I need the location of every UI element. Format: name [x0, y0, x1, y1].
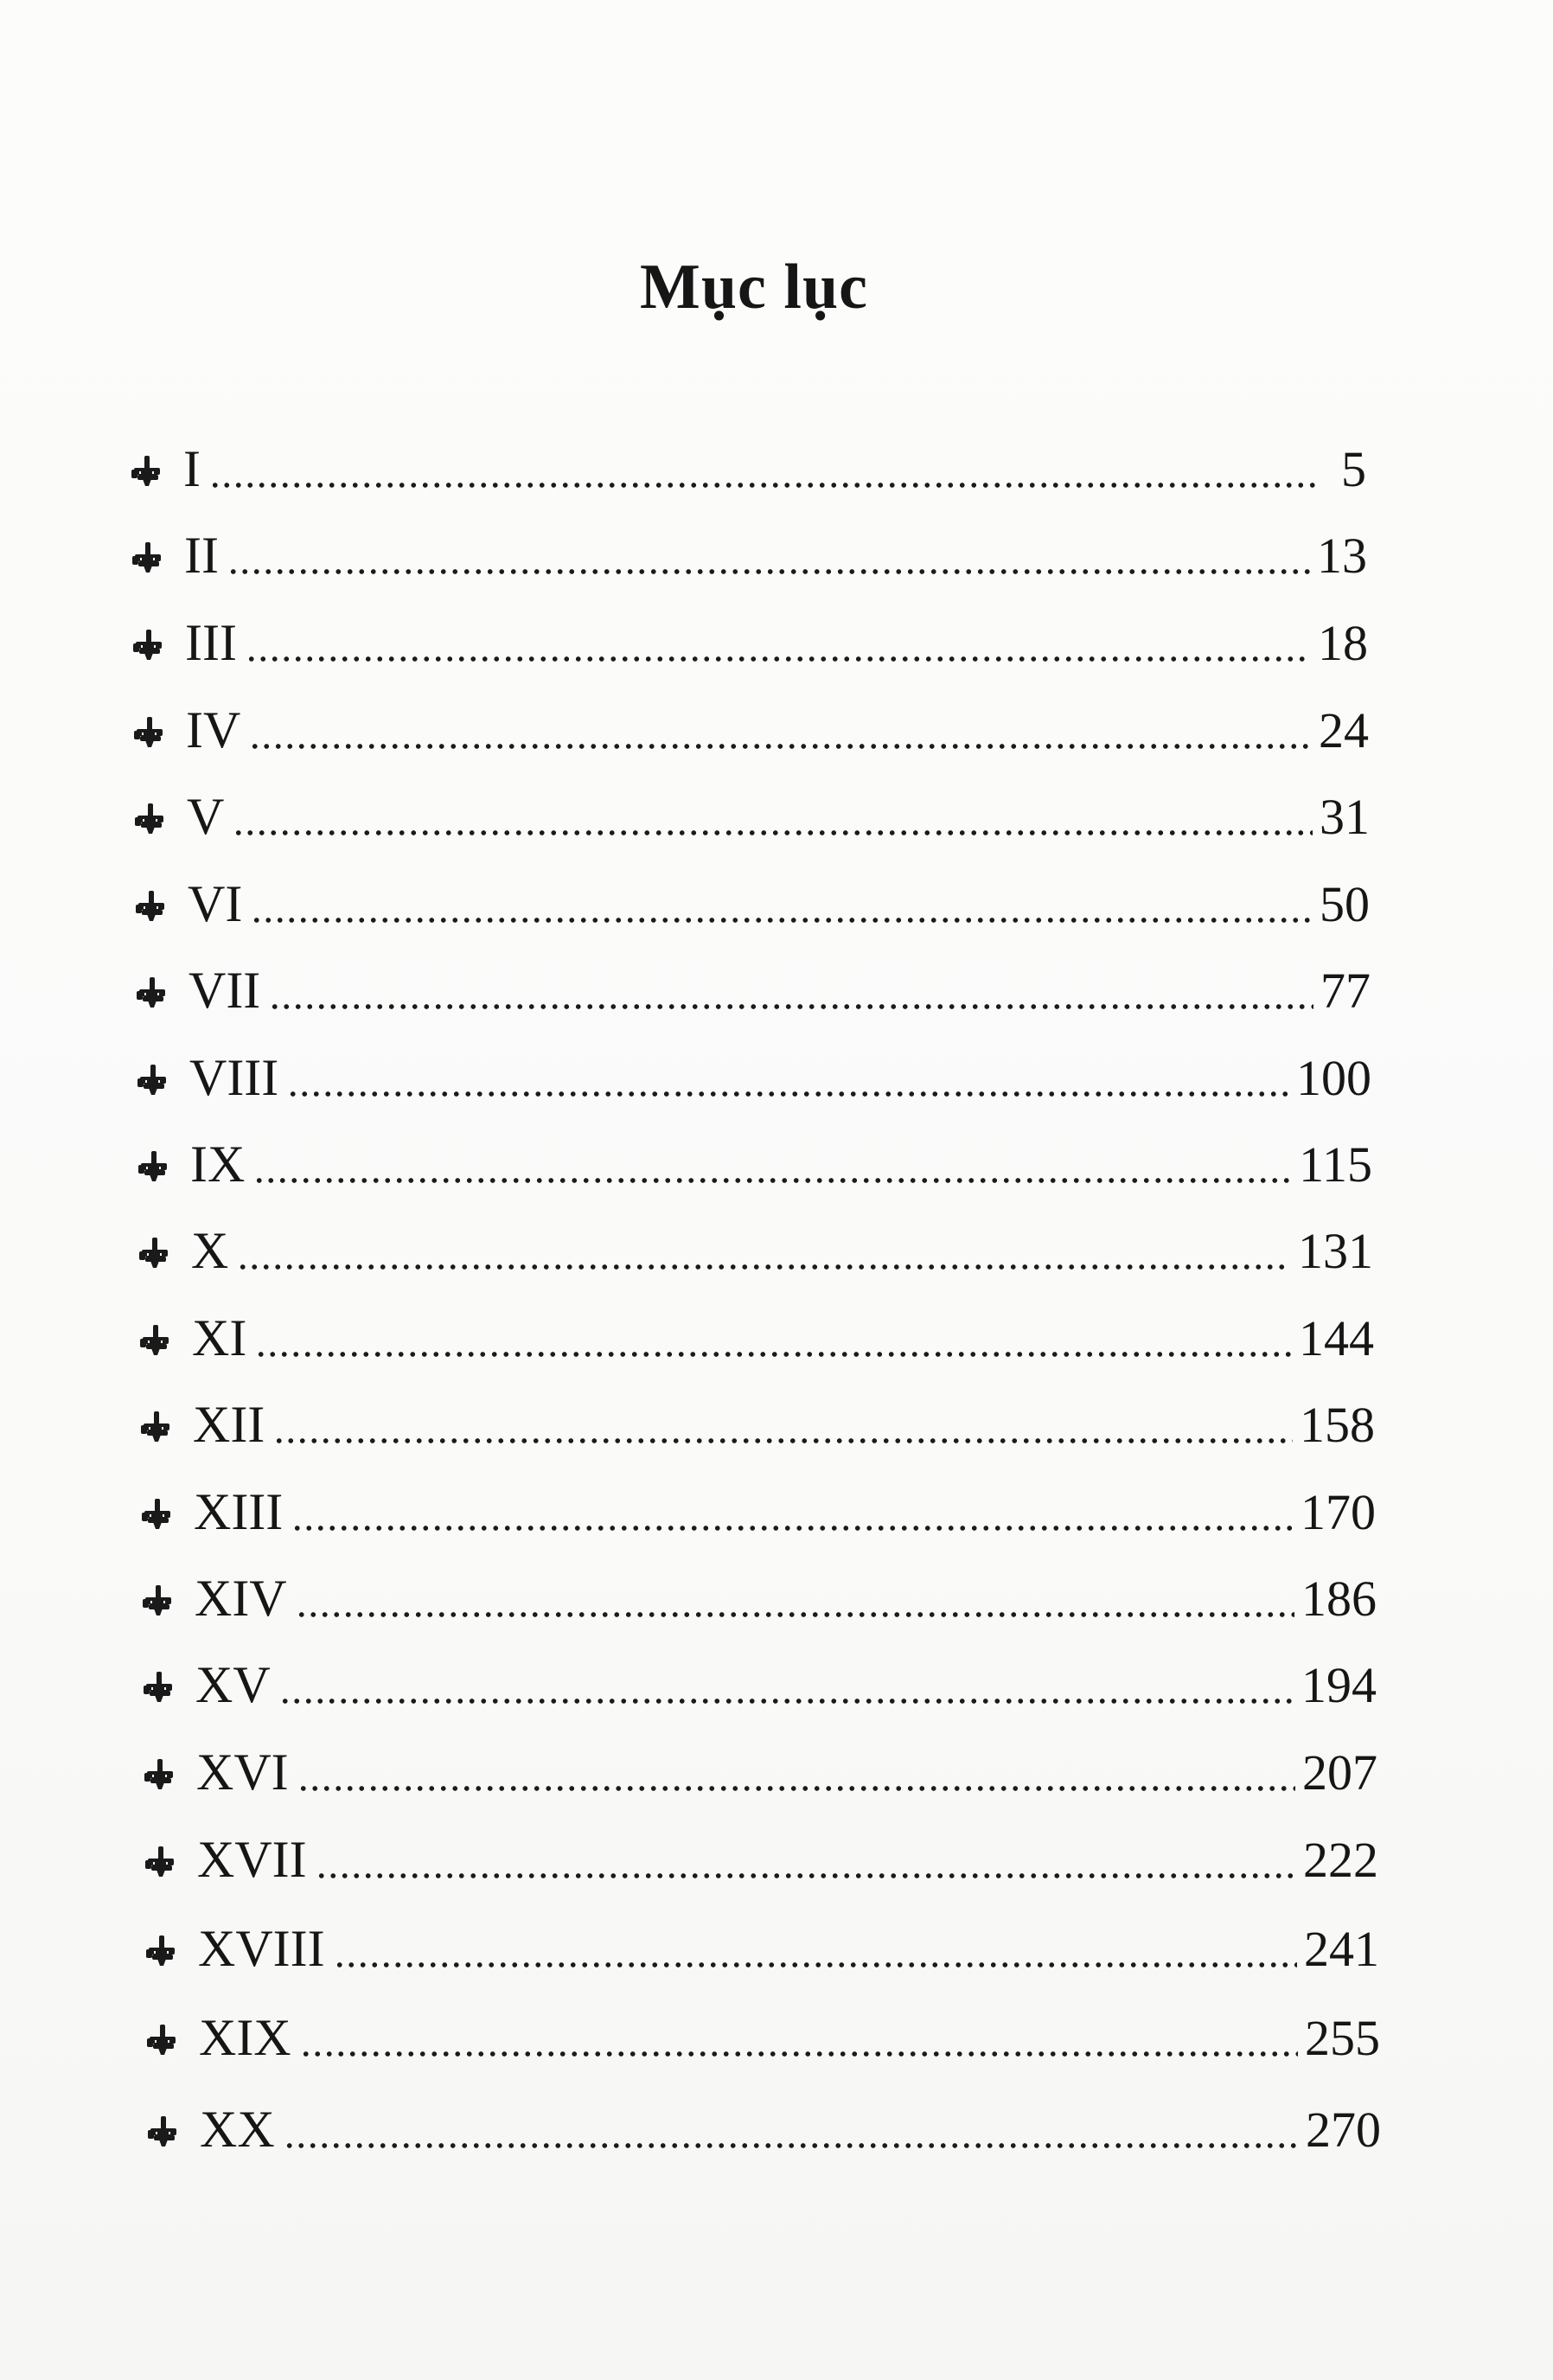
toc-entry-7[interactable] — [133, 954, 1371, 1023]
dot-leader — [296, 1610, 1294, 1619]
toc-entry-page: 186 — [1301, 1571, 1377, 1627]
pointing-hand-icon — [129, 540, 165, 576]
pointing-hand-icon — [137, 1322, 173, 1359]
dot-leader — [255, 1350, 1292, 1359]
toc-entry-label: XX — [200, 2101, 275, 2158]
pointing-hand-icon — [141, 1756, 177, 1793]
toc-entry-page: 158 — [1300, 1397, 1375, 1453]
dot-leader — [227, 567, 1310, 576]
dot-leader — [279, 1697, 1294, 1705]
toc-entry-label: XI — [192, 1309, 247, 1366]
pointing-hand-icon — [130, 627, 166, 663]
dot-leader — [249, 742, 1312, 751]
toc-entry-page: 5 — [1341, 441, 1366, 497]
dot-leader — [334, 1961, 1297, 1969]
dot-leader — [237, 1263, 1291, 1271]
toc-entry-5[interactable] — [131, 780, 1370, 849]
dot-leader — [269, 1002, 1313, 1011]
toc-entry-label: XIII — [194, 1483, 284, 1540]
dot-leader — [251, 916, 1313, 924]
toc-entry-label: VIII — [189, 1049, 279, 1106]
toc-entry-19[interactable] — [144, 2001, 1380, 2070]
pointing-hand-icon — [139, 1583, 176, 1619]
toc-entry-3[interactable] — [130, 606, 1368, 675]
toc-entry-page: 100 — [1296, 1050, 1371, 1106]
dot-leader — [291, 1524, 1294, 1532]
toc-entry-page: 194 — [1301, 1657, 1377, 1713]
pointing-hand-icon — [140, 1669, 176, 1705]
pointing-hand-icon — [132, 888, 169, 924]
toc-entry-page: 115 — [1299, 1136, 1372, 1193]
dot-leader — [273, 1436, 1293, 1445]
toc-entry-label: XII — [193, 1396, 265, 1453]
pointing-hand-icon — [134, 1062, 170, 1098]
toc-entry-page: 170 — [1301, 1484, 1376, 1540]
toc-entry-20[interactable] — [144, 2093, 1381, 2162]
page-title: Mục lục — [640, 252, 868, 323]
pointing-hand-icon — [133, 975, 169, 1011]
toc-entry-18[interactable] — [143, 1912, 1379, 1981]
toc-entry-label: XVI — [196, 1743, 289, 1801]
pointing-hand-icon — [144, 2022, 180, 2058]
toc-entry-page: 144 — [1299, 1310, 1374, 1366]
toc-entry-label: IV — [186, 701, 241, 758]
toc-entry-label: IX — [190, 1136, 246, 1193]
toc-entry-8[interactable] — [134, 1041, 1371, 1110]
toc-entry-page: 241 — [1304, 1921, 1379, 1977]
dot-leader — [287, 1090, 1289, 1098]
toc-entry-11[interactable] — [137, 1302, 1374, 1371]
toc-entry-page: 50 — [1320, 876, 1370, 932]
toc-entry-label: XVII — [197, 1831, 307, 1888]
toc-entry-page: 77 — [1320, 963, 1371, 1019]
toc-entry-13[interactable] — [138, 1475, 1376, 1545]
dot-leader — [246, 655, 1311, 663]
toc-entry-page: 24 — [1319, 702, 1369, 758]
pointing-hand-icon — [128, 453, 164, 489]
toc-entry-label: III — [185, 614, 237, 671]
toc-entry-label: XIV — [195, 1570, 287, 1627]
toc-entry-label: V — [187, 788, 225, 845]
pointing-hand-icon — [142, 1844, 178, 1880]
pointing-hand-icon — [131, 714, 167, 751]
toc-entry-15[interactable] — [140, 1648, 1377, 1718]
toc-entry-page: 31 — [1320, 789, 1370, 845]
toc-entry-page: 255 — [1305, 2010, 1380, 2066]
toc-entry-page: 207 — [1302, 1744, 1377, 1801]
toc-entry-2[interactable] — [129, 519, 1367, 588]
dot-leader — [253, 1176, 1292, 1185]
dot-leader — [316, 1871, 1296, 1880]
toc-entry-page: 222 — [1303, 1832, 1378, 1888]
dot-leader — [209, 481, 1316, 489]
pointing-hand-icon — [138, 1496, 175, 1532]
toc-entry-label: X — [191, 1222, 229, 1279]
dot-leader — [284, 2141, 1299, 2150]
toc-entry-17[interactable] — [142, 1823, 1378, 1892]
pointing-hand-icon — [143, 1933, 179, 1969]
toc-entry-label: II — [184, 527, 219, 584]
pointing-hand-icon — [144, 2114, 181, 2150]
pointing-hand-icon — [135, 1148, 171, 1185]
dot-leader — [300, 2050, 1298, 2058]
toc-entry-10[interactable] — [136, 1214, 1373, 1283]
toc-entry-label: XV — [195, 1656, 271, 1713]
toc-entry-label: XVIII — [198, 1920, 325, 1977]
toc-entry-label: VII — [189, 962, 261, 1019]
toc-entry-label: VI — [188, 875, 243, 932]
toc-entry-page: 270 — [1306, 2102, 1381, 2158]
toc-entry-12[interactable] — [137, 1388, 1375, 1457]
toc-entry-14[interactable] — [139, 1562, 1377, 1631]
toc-entry-16[interactable] — [141, 1736, 1377, 1805]
pointing-hand-icon — [136, 1235, 172, 1271]
dot-leader — [297, 1784, 1295, 1793]
toc-entry-1[interactable] — [128, 432, 1366, 502]
pointing-hand-icon — [131, 801, 168, 837]
toc-entry-page: 13 — [1317, 528, 1367, 584]
toc-entry-9[interactable] — [135, 1128, 1372, 1197]
toc-entry-6[interactable] — [132, 867, 1370, 937]
toc-entry-page: 131 — [1298, 1223, 1373, 1279]
toc-entry-label: I — [183, 440, 201, 497]
pointing-hand-icon — [137, 1409, 174, 1445]
toc-entry-page: 18 — [1318, 615, 1368, 671]
toc-entry-4[interactable] — [131, 694, 1369, 763]
dot-leader — [233, 829, 1313, 837]
toc-entry-label: XIX — [199, 2009, 291, 2066]
